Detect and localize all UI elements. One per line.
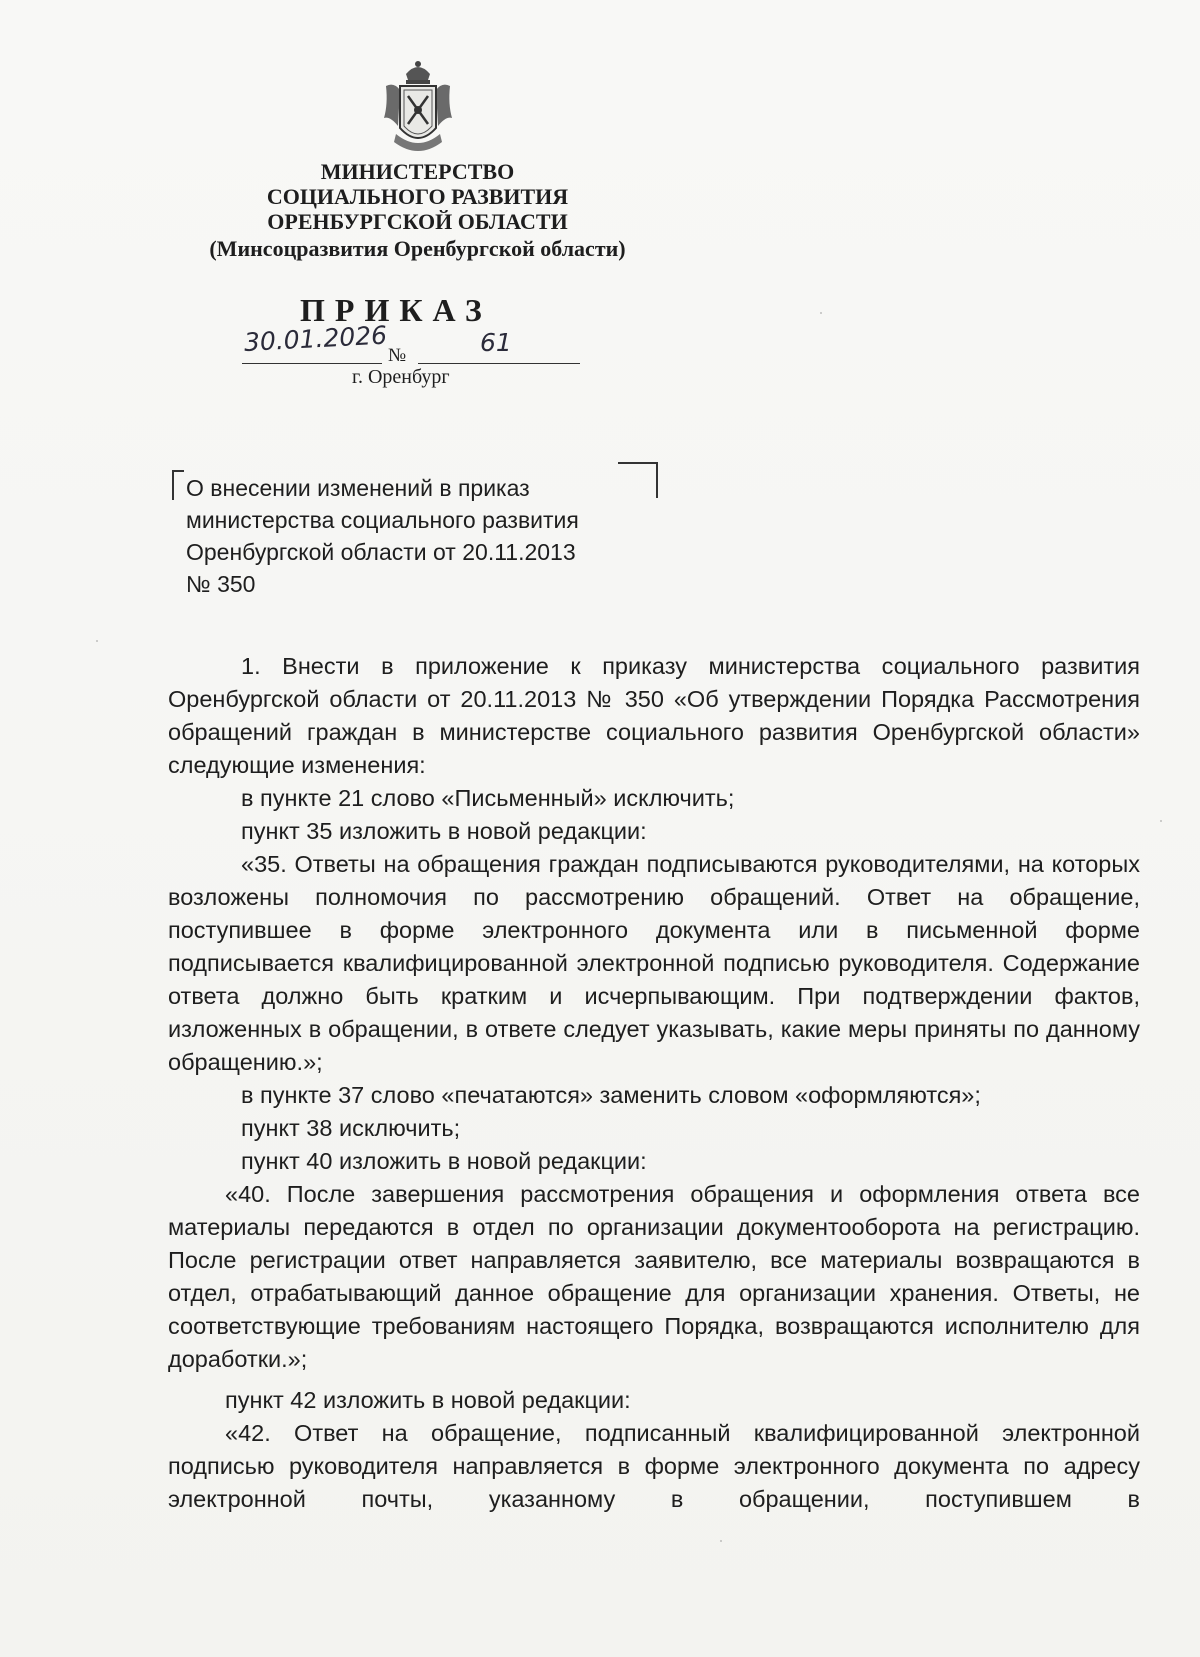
subject-line: № 350 bbox=[186, 571, 256, 597]
org-name-line1: МИНИСТЕРСТВО bbox=[320, 159, 515, 184]
org-name-line2: СОЦИАЛЬНОГО РАЗВИТИЯ bbox=[266, 184, 569, 209]
org-name-line3: ОРЕНБУРГСКОЙ ОБЛАСТИ bbox=[267, 209, 568, 234]
city-line: г. Оренбург bbox=[352, 366, 450, 388]
subject-line: министерства социального развития bbox=[186, 507, 579, 533]
paragraph-5: в пункте 37 слово «печатаются» заменить словом «оформляются»; bbox=[241, 1082, 981, 1108]
paragraph-9: пункт 42 изложить в новой редакции: bbox=[225, 1387, 631, 1413]
document-type-title: ПРИКАЗ bbox=[300, 292, 492, 328]
paragraph-2: в пункте 21 слово «Письменный» исключить; bbox=[241, 785, 735, 811]
scan-speck bbox=[720, 1540, 722, 1542]
subject-bracket-left-top bbox=[172, 470, 184, 472]
handwritten-date: 30.01.2026 bbox=[243, 320, 388, 357]
subject-line: О внесении изменений в приказ bbox=[186, 475, 530, 501]
scan-speck bbox=[820, 312, 822, 314]
order-subject bbox=[186, 472, 646, 600]
number-underline bbox=[418, 363, 580, 364]
paragraph-7: пункт 40 изложить в новой редакции: bbox=[241, 1148, 647, 1174]
paragraph-4: «35. Ответы на обращения граждан подписываются руководителями, на которых возложены полномочия по рассмотрению обращений. Ответ на обращение, поступившее в форме электронного документа или в письменной форме подписывается квалифицированной электронной подписью руководителя. Содержание ответа должно быть кратким и исчерпывающим. При подтверждении фактов, изложенных в обращении, в ответе следует указывать, какие меры приняты по данному обращению.»; bbox=[168, 851, 1140, 1075]
oblast-coat-of-arms-icon bbox=[376, 56, 460, 160]
subject-bracket-left bbox=[172, 470, 174, 500]
org-short-name: (Минсоцразвития Оренбургской области) bbox=[209, 236, 626, 261]
order-body bbox=[168, 650, 1140, 1516]
subject-bracket-right bbox=[656, 462, 658, 498]
paragraph-8: «40. После завершения рассмотрения обращения и оформления ответа все материалы передаются в отдел по организации документооборота на регистрацию. После регистрации ответ направляется заявителю, все материалы возвращаются в отдел, отрабатывающий данное обращение для организации хранения. Ответы, не соответствующие требованиям настоящего Порядка, возвращаются исполнителю для доработки.»; bbox=[168, 1181, 1140, 1372]
paragraph-6: пункт 38 исключить; bbox=[241, 1115, 461, 1141]
number-label: № bbox=[388, 345, 407, 366]
paragraph-3: пункт 35 изложить в новой редакции: bbox=[241, 818, 647, 844]
date-underline bbox=[242, 363, 382, 364]
scan-speck bbox=[1160, 820, 1162, 822]
handwritten-number: 61 bbox=[480, 328, 512, 357]
paragraph-gap bbox=[168, 1376, 1140, 1384]
subject-line: Оренбургской области от 20.11.2013 bbox=[186, 539, 576, 565]
scan-speck bbox=[96, 640, 98, 642]
paragraph-10: «42. Ответ на обращение, подписанный квалифицированной электронной подписью руководителя направляется в форме электронного документа по адресу электронной почты, указанному в обращении, поступившем в bbox=[168, 1420, 1140, 1512]
paragraph-1: 1. Внести в приложение к приказу министерства социального развития Оренбургской области от 20.11.2013 № 350 «Об утверждении Порядка Рассмотрения обращений граждан в министерстве социального развития Оренбургской области» следующие изменения: bbox=[168, 653, 1140, 778]
subject-bracket-right-top bbox=[618, 462, 658, 464]
